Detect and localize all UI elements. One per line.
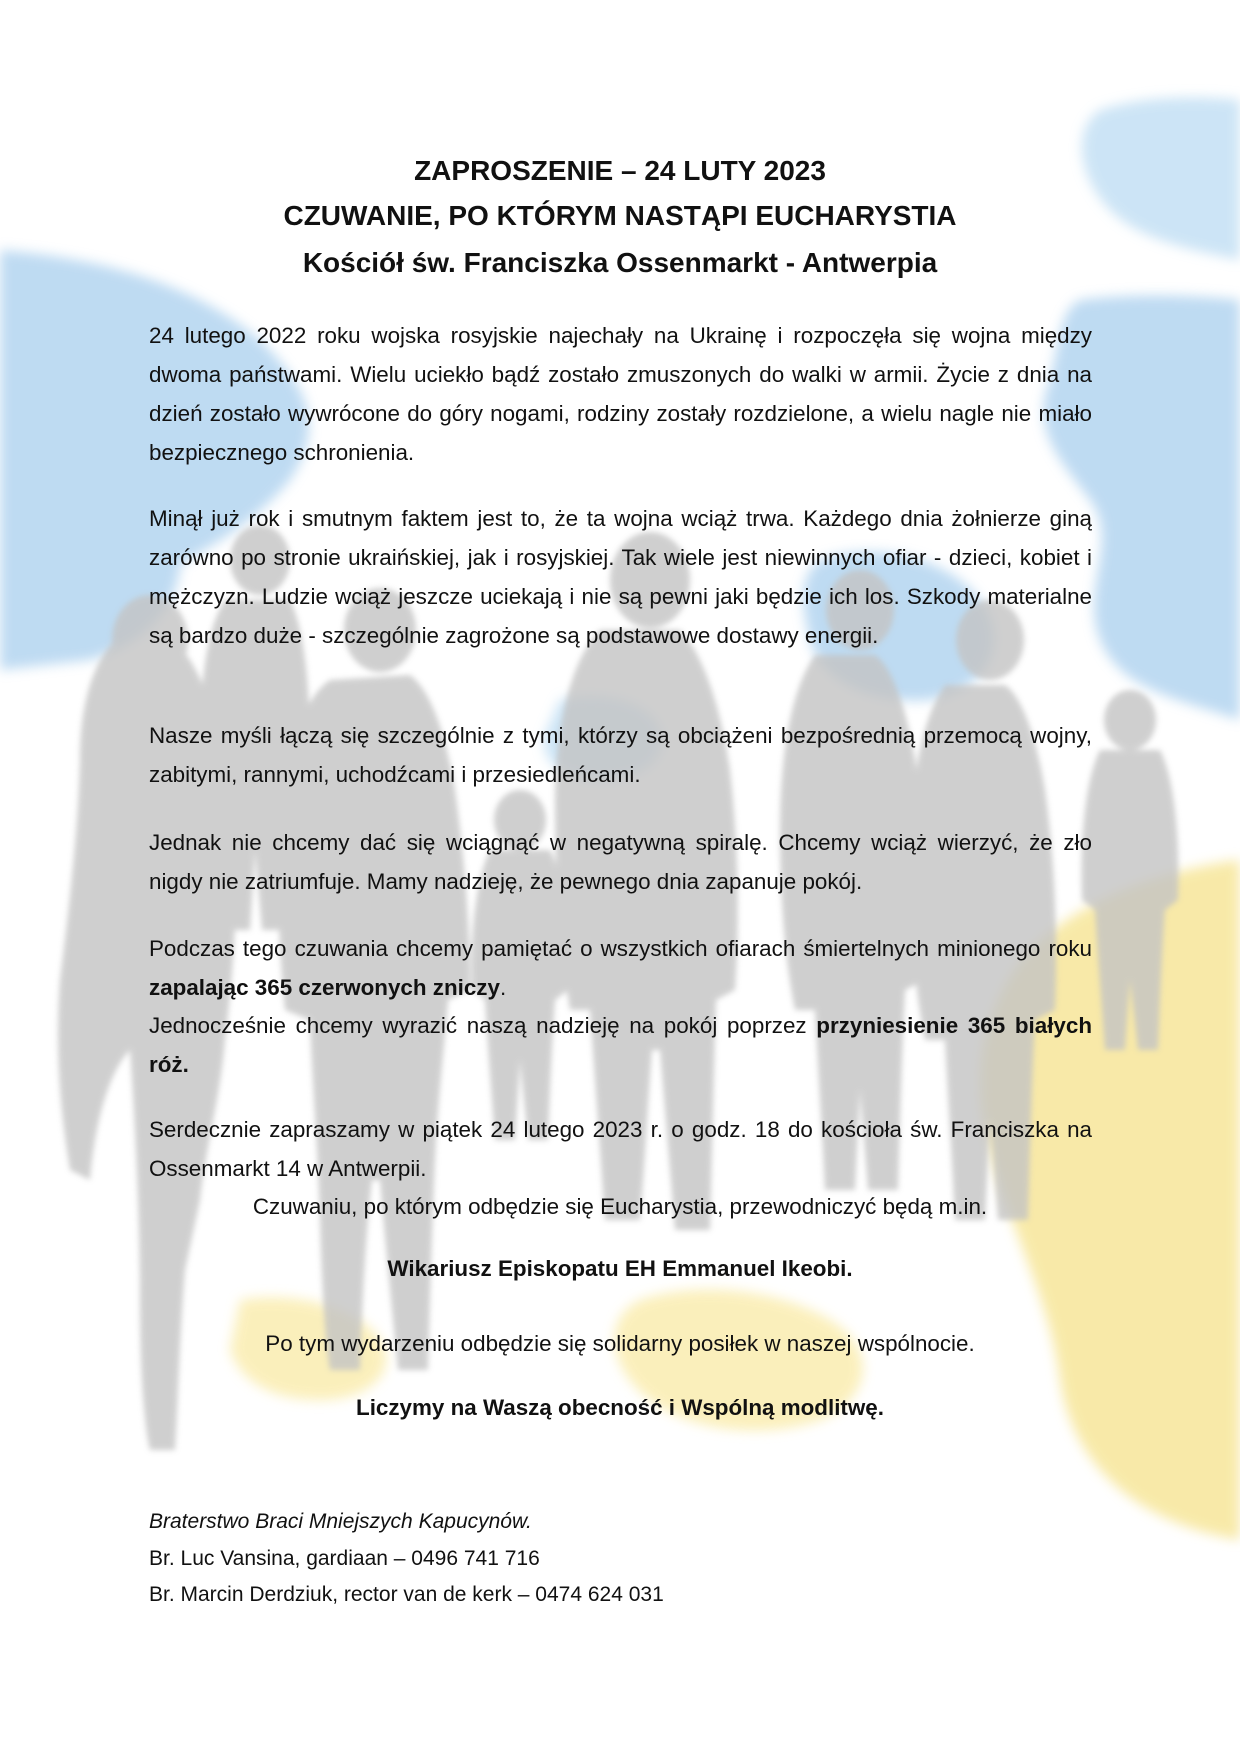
paragraph-6-text: Jednocześnie chcemy wyrazić naszą nadzieję na pokój poprzez <box>149 1013 817 1038</box>
paragraph-7: Serdecznie zapraszamy w piątek 24 lutego 2023 r. o godz. 18 do kościoła św. Franciszka na Ossenmarkt 14 w Antwerpii. <box>149 1117 1092 1181</box>
closing-line: Liczymy na Waszą obecność i Wspólną modlitwę. <box>356 1395 884 1420</box>
signature-contact-2: Br. Marcin Derdziuk, rector van de kerk – 0474 624 031 <box>149 1583 664 1606</box>
title-line-3: Kościół św. Franciszka Ossenmarkt - Antwerpia <box>302 247 938 278</box>
paragraph-2: Minął już rok i smutnym faktem jest to, że ta wojna wciąż trwa. Każdego dnia żołnierze giną zarówno po stronie ukraińskiej, jak i rosyjskiej. Tak wiele jest niewinnych ofiar - dzieci, kobiet i mężczyzn. Ludzie wciąż jeszcze uciekają i nie są pewni jaki będzie ich los. Szkody materialne są bardzo duże - szczególnie zagrożone są podstawowe dostawy energii. <box>149 506 1092 648</box>
presider-line: Wikariusz Episkopatu EH Emmanuel Ikeobi. <box>387 1256 853 1281</box>
signature-org: Braterstwo Braci Mniejszych Kapucynów. <box>149 1510 532 1533</box>
paragraph-5-text: Podczas tego czuwania chcemy pamiętać o wszystkich ofiarach śmiertelnych minionego roku <box>149 936 1092 961</box>
meal-line: Po tym wydarzeniu odbędzie się solidarny posiłek w naszej wspólnocie. <box>265 1331 975 1356</box>
paragraph-5-emphasis: zapalając 365 czerwonych zniczy <box>149 975 500 1000</box>
paragraph-3: Nasze myśli łączą się szczególnie z tymi, którzy są obciążeni bezpośrednią przemocą wojny, zabitymi, rannymi, uchodźcami i przesiedleńcami. <box>149 723 1092 787</box>
signature-contact-1: Br. Luc Vansina, gardiaan – 0496 741 716 <box>149 1547 540 1570</box>
paragraph-6 <box>149 1006 1092 1084</box>
paragraph-1: 24 lutego 2022 roku wojska rosyjskie najechały na Ukrainę i rozpoczęła się wojna między dwoma państwami. Wielu uciekło bądź zostało zmuszonych do walki w armii. Życie z dnia na dzień zostało wywrócone do góry nogami, rodziny zostały rozdzielone, a wielu nagle nie miało bezpiecznego schronienia. <box>149 323 1092 465</box>
paragraph-8: Czuwaniu, po którym odbędzie się Eucharystia, przewodniczyć będą m.in. <box>252 1194 988 1219</box>
title-line-2: CZUWANIE, PO KTÓRYM NASTĄPI EUCHARYSTIA <box>283 200 957 231</box>
paragraph-5 <box>149 929 1092 1007</box>
paragraph-6-emphasis: przyniesienie 365 białych róż. <box>149 1013 1092 1077</box>
paragraph-4: Jednak nie chcemy dać się wciągnąć w negatywną spiralę. Chcemy wciąż wierzyć, że zło nigdy nie zatriumfuje. Mamy nadzieję, że pewnego dnia zapanuje pokój. <box>149 830 1092 894</box>
title-line-1: ZAPROSZENIE – 24 LUTY 2023 <box>414 155 826 186</box>
paragraph-5-end: . <box>499 975 507 1000</box>
